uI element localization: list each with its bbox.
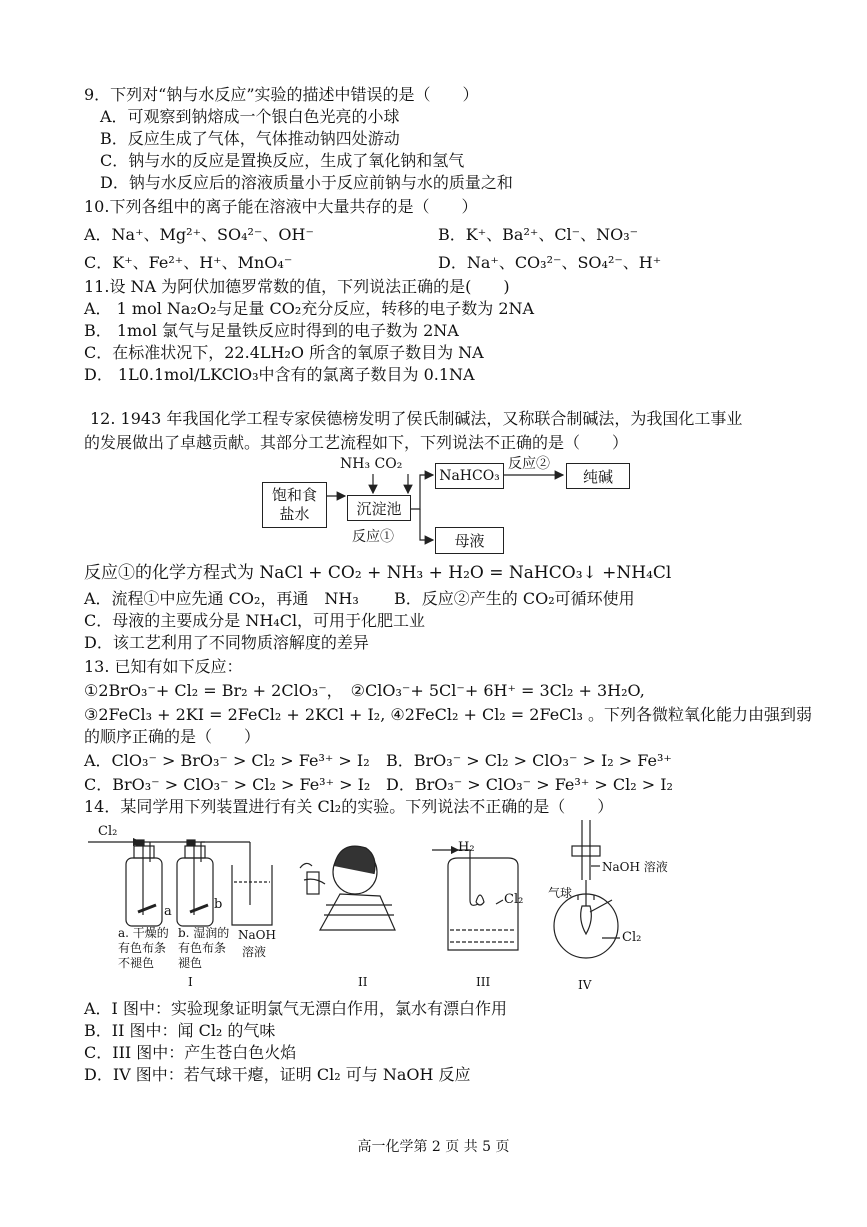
flow-reaction1-label: 反应① <box>352 529 394 545</box>
q11-option-c: C．在标准状况下，22.4LH₂O 所含的氧原子数目为 NA <box>84 343 484 362</box>
fig1-naoh-label: NaOH <box>238 928 276 942</box>
flow-brine-line2: 盐水 <box>279 505 310 523</box>
fig1-a-desc1: a. 干燥的 <box>118 926 169 940</box>
fig1-cl2-label: Cl₂ <box>98 824 118 839</box>
q10-option-c: C．K⁺、Fe²⁺、H⁺、MnO₄⁻ <box>84 253 293 272</box>
q13-reactions-3: 的顺序正确的是（ ） <box>84 727 261 746</box>
fig1-a-desc2: 有色布条 <box>118 941 167 955</box>
q12-equation: 反应①的化学方程式为 NaCl + CO₂ + NH₃ + H₂O = NaHCO₃↓ +NH₄Cl <box>84 563 672 583</box>
q12-stem-line2: 的发展做出了卓越贡献。其部分工艺流程如下，下列说法不正确的是（ ） <box>84 433 629 452</box>
q14-stem: 14．某同学用下列装置进行有关 Cl₂的实验。下列说法不正确的是（ ） <box>84 797 614 816</box>
fig4-number: IV <box>578 978 592 992</box>
q10-option-a: A．Na⁺、Mg²⁺、SO₄²⁻、OH⁻ <box>84 225 314 244</box>
q12-stem-line1: 12. 1943 年我国化学工程专家侯德榜发明了侯氏制碱法，又称联合制碱法，为我国化工事业 <box>90 409 743 428</box>
q9-option-d: D．钠与水反应后的溶液质量小于反应前钠与水的质量之和 <box>100 173 513 192</box>
q14-option-a: A．I 图中：实验现象证明氯气无漂白作用，氯水有漂白作用 <box>84 999 507 1018</box>
q9-option-c: C．钠与水的反应是置换反应，生成了氧化钠和氢气 <box>100 151 465 170</box>
q11-option-d: D． 1L0.1mol/LKClO₃中含有的氯离子数目为 0.1NA <box>84 365 475 384</box>
q13-option-a: A．ClO₃⁻ > BrO₃⁻ > Cl₂ > Fe³⁺ > I₂ <box>84 751 370 770</box>
q14-option-d: D．IV 图中：若气球干瘪，证明 Cl₂ 可与 NaOH 反应 <box>84 1065 471 1084</box>
fig3-number: III <box>476 975 491 989</box>
fig3-cl2-label: Cl₂ <box>504 892 524 907</box>
fig1-b-desc3: 褪色 <box>178 956 203 970</box>
flow-soda-box: 纯碱 <box>566 463 630 489</box>
q12-option-b: B．反应②产生的 CO₂可循环使用 <box>394 589 635 608</box>
flow-mother-liquor-box: 母液 <box>435 527 504 554</box>
q13-option-c: C．BrO₃⁻ > ClO₃⁻ > Cl₂ > Fe³⁺ > I₂ <box>84 775 371 794</box>
fig1-a-label: a <box>164 904 172 919</box>
flow-tank-box: 沉淀池 <box>347 495 411 521</box>
q9-stem: 9．下列对“钠与水反应”实验的描述中错误的是（ ） <box>84 85 479 104</box>
q10-option-d: D．Na⁺、CO₃²⁻、SO₄²⁻、H⁺ <box>438 253 662 272</box>
fig1-b-label: b <box>214 897 223 912</box>
flow-brine-line1: 饱和食 <box>271 486 317 504</box>
fig3-h2-label: H₂ <box>458 840 475 855</box>
q9-option-a: A．可观察到钠熔成一个银白色光亮的小球 <box>100 107 400 126</box>
q13-stem: 13. 已知有如下反应： <box>84 657 243 676</box>
fig1-b-desc1: b. 湿润的 <box>178 926 230 940</box>
q11-stem: 11.设 NA 为阿伏加德罗常数的值，下列说法正确的是( ) <box>84 277 510 296</box>
fig1-number: I <box>188 975 193 989</box>
flow-nahco3-box: NaHCO₃ <box>435 463 504 489</box>
flow-reagents-label: NH₃ CO₂ <box>340 456 403 472</box>
q10-option-b: B．K⁺、Ba²⁺、Cl⁻、NO₃⁻ <box>438 225 639 244</box>
q10-stem: 10.下列各组中的离子能在溶液中大量共存的是（ ） <box>84 197 478 216</box>
q13-reactions-2: ③2FeCl₃ + 2KI = 2FeCl₂ + 2KCl + I₂, ④2FeCl₂ + Cl₂ = 2FeCl₃ 。下列各微粒氧化能力由强到弱 <box>84 705 813 724</box>
fig4-cl2-label: Cl₂ <box>622 930 642 945</box>
q11-option-a: A． 1 mol Na₂O₂与足量 CO₂充分反应，转移的电子数为 2NA <box>84 299 535 318</box>
q12-option-a: A．流程①中应先通 CO₂，再通 NH₃ <box>84 589 359 608</box>
q13-option-d: D．BrO₃⁻ > ClO₃⁻ > Fe³⁺ > Cl₂ > I₂ <box>386 775 673 794</box>
fig1-b-desc2: 有色布条 <box>178 941 227 955</box>
fig1-a-desc3: 不褪色 <box>118 956 155 970</box>
fig1-gas-washing-bottles <box>88 840 272 926</box>
fig2-number: II <box>358 975 368 989</box>
flow-reaction2-label: 反应② <box>508 456 550 472</box>
q13-option-b: B．BrO₃⁻ > Cl₂ > ClO₃⁻ > I₂ > Fe³⁺ <box>386 751 672 770</box>
fig2-smelling-person <box>300 846 395 930</box>
q11-option-b: B． 1mol 氯气与足量铁反应时得到的电子数为 2NA <box>84 321 459 340</box>
fig4-balloon-label: 气球 <box>548 886 573 900</box>
flow-brine-box <box>262 482 327 528</box>
q9-option-b: B．反应生成了气体，气体推动钠四处游动 <box>100 129 400 148</box>
q12-option-c: C．母液的主要成分是 NH₄Cl，可用于化肥工业 <box>84 611 426 630</box>
q13-reactions-1: ①2BrO₃⁻+ Cl₂ = Br₂ + 2ClO₃⁻， ②ClO₃⁻+ 5Cl⁻+ 6H⁺ = 3Cl₂ + 3H₂O, <box>84 681 645 700</box>
q14-option-c: C．III 图中：产生苍白色火焰 <box>84 1043 297 1062</box>
q12-option-d: D．该工艺利用了不同物质溶解度的差异 <box>84 633 369 652</box>
fig4-naoh-label: NaOH 溶液 <box>602 860 668 874</box>
q14-option-b: B．II 图中：闻 Cl₂ 的气味 <box>84 1021 276 1040</box>
page-footer: 高一化学第 2 页 共 5 页 <box>357 1139 510 1155</box>
fig1-solution-label: 溶液 <box>242 945 267 959</box>
